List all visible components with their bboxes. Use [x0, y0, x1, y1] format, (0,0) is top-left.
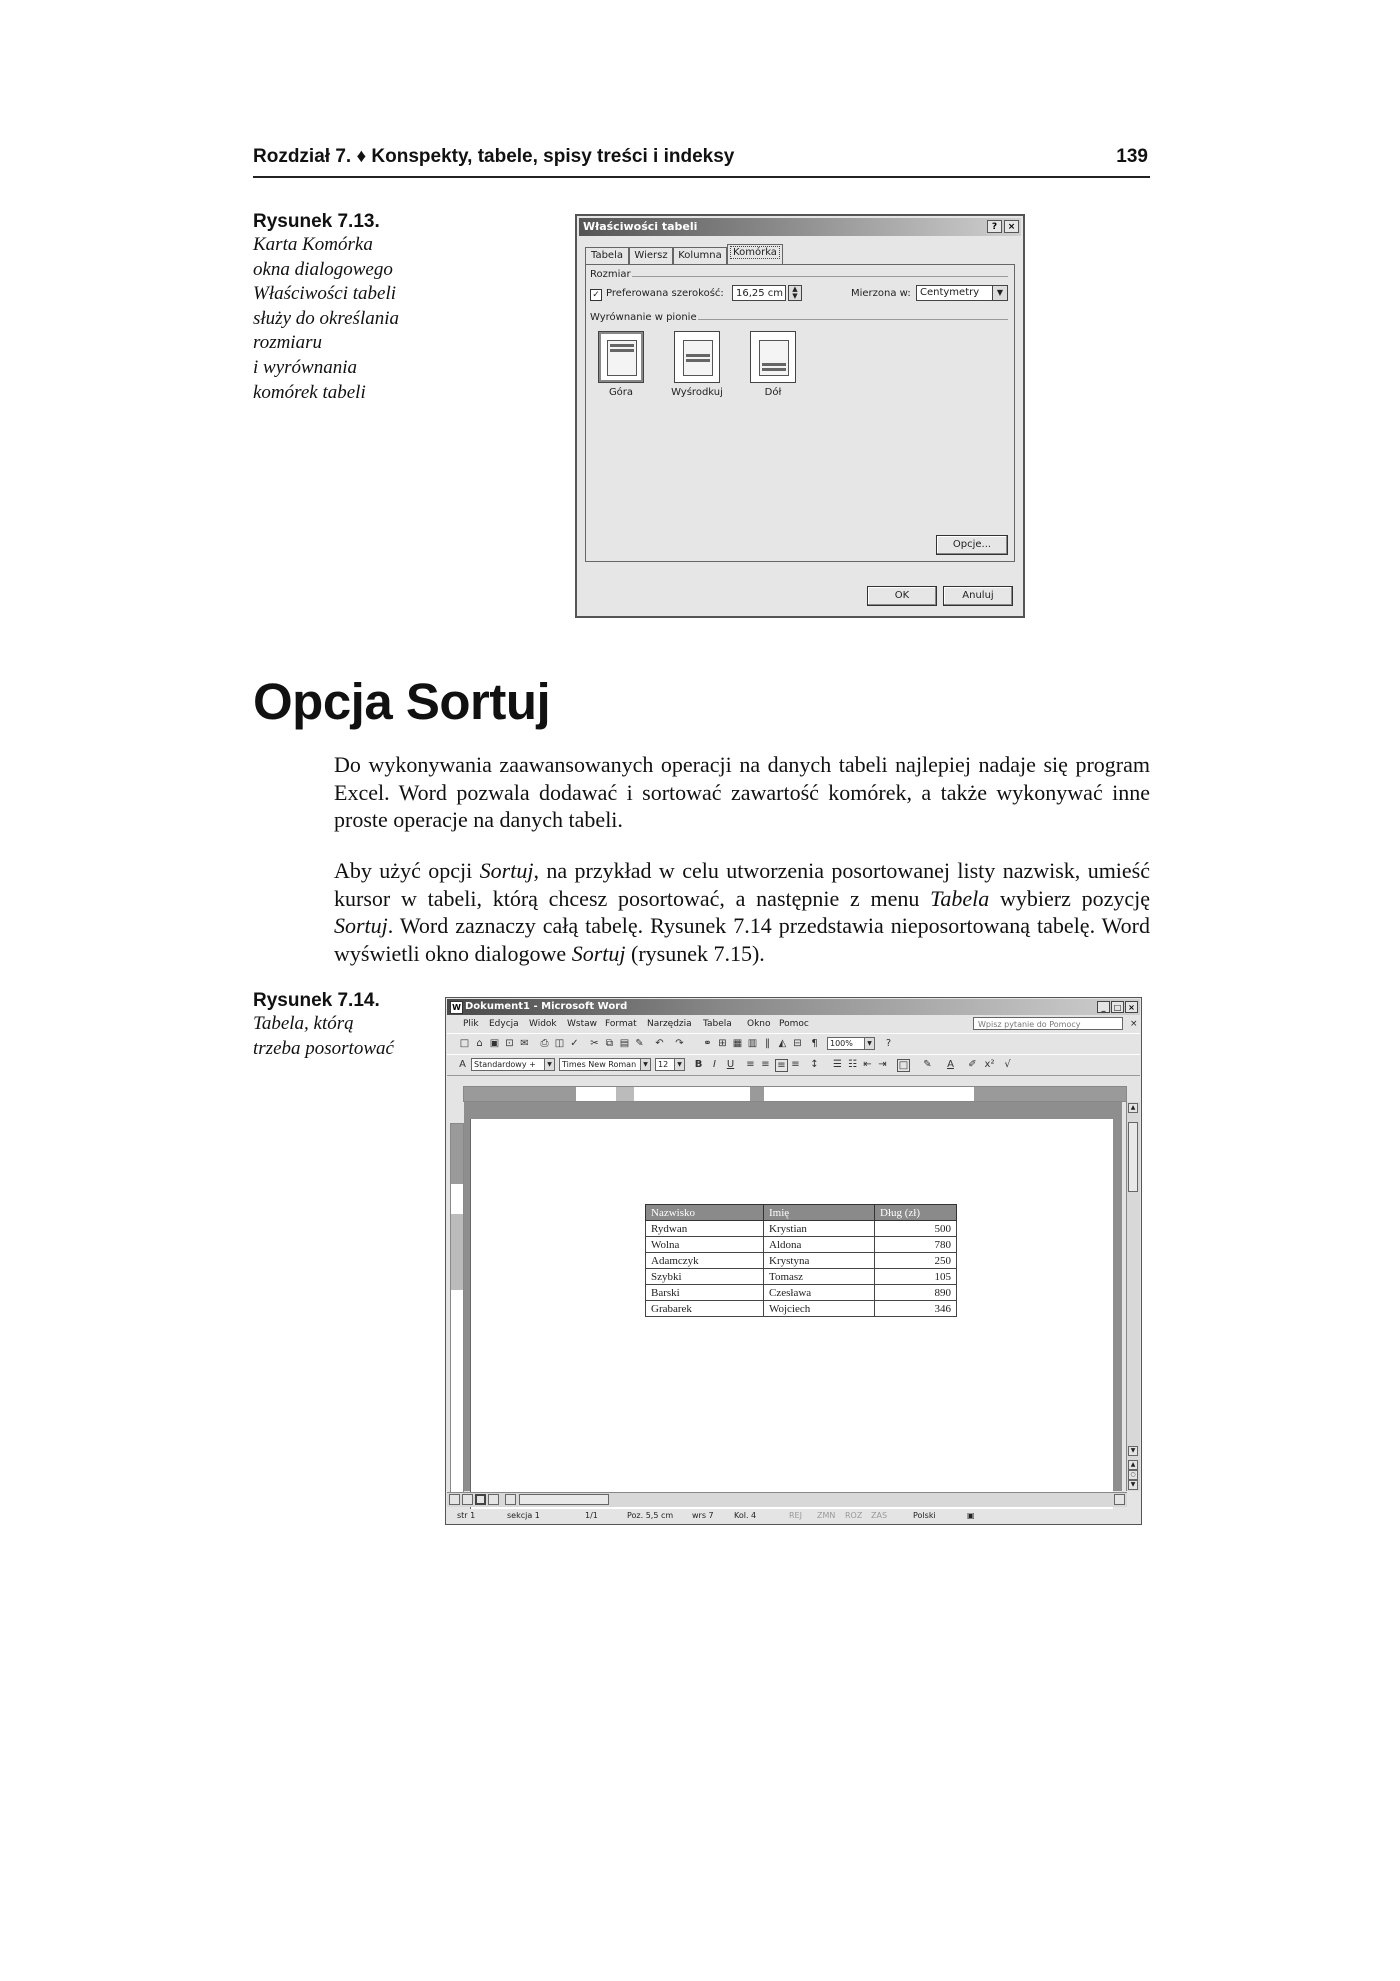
table-cell[interactable]: Adamczyk [646, 1253, 764, 1269]
document-area [464, 1102, 1122, 1491]
vertical-scrollbar[interactable] [1126, 1102, 1140, 1491]
measure-in-select[interactable]: Centymetry ▼ [916, 285, 1008, 301]
status-bar [447, 1508, 1140, 1524]
vertical-align-group-label: Wyrównanie w pionie [590, 312, 697, 323]
table-cell[interactable]: Barski [646, 1285, 764, 1301]
new-doc-icon[interactable]: □ [459, 1038, 470, 1049]
font-color-icon[interactable]: A [947, 1059, 954, 1070]
word-app-icon: W [450, 1001, 463, 1014]
size-group-label: Rozmiar [590, 269, 631, 280]
numbering-icon[interactable]: ☰ [833, 1059, 842, 1070]
figure-14-label: Rysunek 7.14. [253, 990, 380, 1011]
format-painter-icon[interactable]: ✎ [635, 1038, 644, 1049]
status-zmn[interactable]: ZMN [817, 1511, 836, 1520]
chapter-title: Rozdział 7. ♦ Konspekty, tabele, spisy treści i indeksy [253, 146, 735, 167]
column-header[interactable]: Imię [764, 1205, 875, 1221]
next-page-icon[interactable]: ▼ [1128, 1480, 1138, 1490]
formatting-toolbar [447, 1054, 1140, 1076]
decrease-indent-icon[interactable]: ⇤ [863, 1059, 872, 1070]
columns-icon[interactable]: ‖ [765, 1038, 770, 1049]
status-section: sekcja 1 [507, 1511, 540, 1520]
align-bottom-label: Dół [764, 387, 782, 398]
tab-wiersz[interactable]: Wiersz [629, 247, 673, 265]
dialog-title: Właściwości tabeli [583, 220, 698, 233]
cell-tab-panel [585, 264, 1015, 562]
document-page[interactable] [470, 1119, 1113, 1509]
bullets-icon[interactable]: ☷ [848, 1059, 857, 1070]
table-cell[interactable]: Wojciech [764, 1301, 875, 1317]
maximize-button[interactable]: □ [1111, 1001, 1124, 1013]
scroll-down-icon[interactable]: ▼ [1128, 1446, 1138, 1456]
justify-icon[interactable]: ≡ [791, 1059, 800, 1070]
table-cell[interactable]: 500 [875, 1221, 957, 1237]
copy-icon[interactable]: ⧉ [605, 1038, 614, 1049]
hyperlink-icon[interactable]: ⚭ [703, 1038, 712, 1049]
status-roz[interactable]: ROZ [845, 1511, 863, 1520]
preferred-width-label: Preferowana szerokość: [606, 288, 724, 299]
table-cell[interactable]: Szybki [646, 1269, 764, 1285]
word-titlebar [447, 999, 1140, 1015]
menu-narzedzia[interactable]: Narzędzia [647, 1019, 692, 1029]
width-spinner[interactable]: ▲ ▼ [788, 285, 802, 301]
menu-wstaw[interactable]: Wstaw [567, 1019, 597, 1029]
document-map-icon[interactable]: ⊟ [793, 1038, 802, 1049]
redo-icon[interactable]: ↷ [675, 1038, 684, 1049]
horizontal-ruler[interactable] [463, 1086, 1127, 1102]
status-language: Polski [913, 1511, 936, 1520]
italic-icon[interactable]: I [713, 1059, 716, 1070]
preferred-width-input[interactable]: 16,25 cm [732, 285, 786, 301]
increase-indent-icon[interactable]: ⇥ [878, 1059, 887, 1070]
table-header-row [646, 1205, 957, 1221]
status-line: wrs 7 [692, 1511, 714, 1520]
help-icon[interactable]: ? [885, 1038, 892, 1049]
table-cell[interactable]: Rydwan [646, 1221, 764, 1237]
paragraph-2-text: Aby użyć opcji Sortuj, na przykład w celu utworzenia posortowanej listy nazwisk, umieść kursor w tabeli, którą chcesz posortować, a następnie z menu Tabela wybierz pozycję Sortuj. Word zaznaczy całą tabelę. Rysunek 7.14 przedstawia nieposortowaną tabelę. Word wyświetli okno dialogowe Sortuj (rysunek 7.15). [334, 858, 1151, 966]
table-cell[interactable]: Czesława [764, 1285, 875, 1301]
scroll-right-icon[interactable] [1114, 1494, 1125, 1505]
table-cell[interactable]: Wolna [646, 1237, 764, 1253]
cut-icon[interactable]: ✂ [590, 1038, 599, 1049]
table-cell[interactable]: Aldona [764, 1237, 875, 1253]
permission-icon[interactable]: ⊡ [505, 1038, 514, 1049]
align-right-icon[interactable]: ≡ [775, 1059, 788, 1072]
browse-object-icon[interactable]: ○ [1128, 1470, 1138, 1480]
underline-icon[interactable]: U [726, 1059, 735, 1070]
chevron-down-icon: ▼ [544, 1059, 554, 1070]
style-select[interactable]: Standardowy + ▼ [471, 1058, 555, 1071]
menu-bar [447, 1016, 1140, 1032]
cancel-button[interactable]: Anuluj [943, 586, 1013, 606]
paragraph-1 [334, 751, 1150, 834]
status-rej[interactable]: REJ [789, 1511, 802, 1520]
spelling-icon[interactable]: ✓ [570, 1038, 579, 1049]
page-number: 139 [1116, 146, 1148, 167]
word-window [445, 997, 1142, 1525]
web-view-icon[interactable] [462, 1494, 473, 1505]
section-heading: Opcja Sortuj [253, 673, 551, 730]
table-cell[interactable]: 105 [875, 1269, 957, 1285]
table-row [646, 1253, 957, 1269]
table-cell[interactable]: Tomasz [764, 1269, 875, 1285]
running-header [253, 146, 1150, 178]
options-button[interactable]: Opcje... [936, 535, 1008, 555]
table-cell[interactable]: Krystyna [764, 1253, 875, 1269]
table-row [646, 1269, 957, 1285]
align-bottom-button[interactable] [750, 331, 796, 383]
menu-okno[interactable]: Okno [747, 1019, 771, 1029]
figure-13-label: Rysunek 7.13. [253, 211, 380, 232]
status-pages: 1/1 [585, 1511, 598, 1520]
borders-icon[interactable]: □ [898, 1060, 909, 1071]
table-cell[interactable]: Grabarek [646, 1301, 764, 1317]
zoom-select[interactable]: 100% ▼ [827, 1037, 875, 1050]
table-cell[interactable]: 780 [875, 1237, 957, 1253]
insert-table-icon[interactable]: ▦ [732, 1038, 743, 1049]
chevron-down-icon: ▼ [640, 1059, 650, 1070]
scroll-up-icon[interactable]: ▲ [1128, 1103, 1138, 1113]
doc-close-icon[interactable]: × [1130, 1019, 1138, 1029]
dialog-titlebar [579, 218, 1021, 236]
insert-excel-icon[interactable]: ▥ [747, 1038, 758, 1049]
align-center-button[interactable] [674, 331, 720, 383]
table-properties-dialog [575, 214, 1025, 618]
bold-icon[interactable]: B [694, 1059, 703, 1070]
outline-view-icon[interactable] [488, 1494, 499, 1505]
print-preview-icon[interactable]: ◫ [554, 1038, 565, 1049]
align-top-label: Góra [608, 387, 634, 398]
help-button[interactable]: ? [987, 220, 1002, 233]
table-row [646, 1285, 957, 1301]
undo-icon[interactable]: ↶ [655, 1038, 664, 1049]
font-select[interactable]: Times New Roman ▼ [559, 1058, 651, 1071]
horizontal-scrollbar[interactable] [447, 1492, 1127, 1507]
minimize-button[interactable]: _ [1097, 1001, 1110, 1013]
chevron-down-icon: ▼ [992, 286, 1007, 300]
chevron-down-icon: ▼ [864, 1038, 874, 1049]
status-page: str 1 [457, 1511, 476, 1520]
vertical-ruler[interactable] [450, 1123, 464, 1493]
chevron-down-icon: ▼ [674, 1059, 684, 1070]
table-cell[interactable]: 250 [875, 1253, 957, 1269]
tab-komorka[interactable]: Komórka [727, 244, 783, 265]
data-table[interactable] [645, 1204, 957, 1317]
figure-14-caption-text: Tabela, którą trzeba posortować [253, 1013, 394, 1059]
highlight-icon[interactable]: ✎ [923, 1059, 932, 1070]
normal-view-icon[interactable] [449, 1494, 460, 1505]
paragraph-1-text: Do wykonywania zaawansowanych operacji na danych tabeli najlepiej nadaje się program Excel. Word pozwala dodawać i sortować zawartość komórek, a także wykonywać inne proste operacje na danych tabeli. [334, 752, 1150, 832]
column-header[interactable]: Dług (zł) [875, 1205, 957, 1221]
figure-14-caption [253, 990, 443, 1061]
paragraph-2 [334, 857, 1150, 967]
tables-borders-icon[interactable]: ⊞ [718, 1038, 727, 1049]
table-row [646, 1221, 957, 1237]
figure-13-caption-text: Karta Komórka okna dialogowego Właściwości tabeli służy do określania rozmiaru i wyrównania komórek tabeli [253, 234, 400, 403]
table-cell[interactable]: Krystian [764, 1221, 875, 1237]
menu-tabela[interactable]: Tabela [703, 1019, 732, 1029]
line-spacing-icon[interactable]: ↕ [810, 1059, 819, 1070]
word-title: Dokument1 - Microsoft Word [465, 1001, 628, 1012]
scroll-left-icon[interactable] [505, 1494, 516, 1505]
measure-in-label: Mierzona w: [851, 288, 911, 299]
preferred-width-checkbox[interactable]: ✓ [590, 289, 602, 301]
align-center-label: Wyśrodkuj [671, 387, 723, 398]
tab-kolumna[interactable]: Kolumna [673, 247, 727, 265]
table-row [646, 1237, 957, 1253]
figure-13-caption [253, 211, 453, 405]
menu-plik[interactable]: Plik [463, 1019, 479, 1029]
previous-page-icon[interactable]: ▲ [1128, 1460, 1138, 1470]
equation-icon[interactable]: √ [1004, 1059, 1011, 1070]
close-button[interactable]: × [1125, 1001, 1138, 1013]
open-icon[interactable]: ⌂ [476, 1038, 483, 1049]
font-size-select[interactable]: 12 ▼ [655, 1058, 685, 1071]
print-icon[interactable]: ⎙ [540, 1038, 549, 1049]
group-divider [632, 276, 1008, 277]
menu-widok[interactable]: Widok [529, 1019, 557, 1029]
menu-edycja[interactable]: Edycja [489, 1019, 519, 1029]
align-center-icon[interactable]: ≡ [761, 1059, 770, 1070]
save-icon[interactable]: ▣ [489, 1038, 500, 1049]
close-button[interactable]: × [1004, 220, 1019, 233]
align-left-icon[interactable]: ≡ [746, 1059, 755, 1070]
table-cell[interactable]: 890 [875, 1285, 957, 1301]
superscript-icon[interactable]: x² [984, 1059, 995, 1070]
scroll-thumb[interactable] [519, 1494, 609, 1505]
table-row [646, 1301, 957, 1317]
help-question-input[interactable]: Wpisz pytanie do Pomocy [973, 1017, 1123, 1030]
pen-icon[interactable]: ✐ [968, 1059, 977, 1070]
print-layout-icon[interactable] [475, 1494, 486, 1505]
menu-format[interactable]: Format [605, 1019, 637, 1029]
status-position: Poz. 5,5 cm [627, 1511, 674, 1520]
align-top-button[interactable] [598, 331, 644, 383]
email-icon[interactable]: ✉ [520, 1038, 529, 1049]
group-divider [698, 319, 1008, 320]
paste-icon[interactable]: ▤ [619, 1038, 630, 1049]
show-hide-icon[interactable]: ¶ [811, 1038, 818, 1049]
status-zas[interactable]: ZAS [871, 1511, 888, 1520]
menu-pomoc[interactable]: Pomoc [779, 1019, 809, 1029]
standard-toolbar [447, 1033, 1140, 1055]
status-column: Kol. 4 [734, 1511, 757, 1520]
ok-button[interactable]: OK [867, 586, 937, 606]
styles-pane-icon[interactable]: A [459, 1059, 466, 1070]
spelling-status-icon[interactable]: ▣ [967, 1511, 975, 1520]
scroll-thumb[interactable] [1128, 1122, 1138, 1192]
drawing-icon[interactable]: ◭ [778, 1038, 787, 1049]
column-header[interactable]: Nazwisko [646, 1205, 764, 1221]
table-cell[interactable]: 346 [875, 1301, 957, 1317]
tab-tabela[interactable]: Tabela [585, 247, 629, 265]
